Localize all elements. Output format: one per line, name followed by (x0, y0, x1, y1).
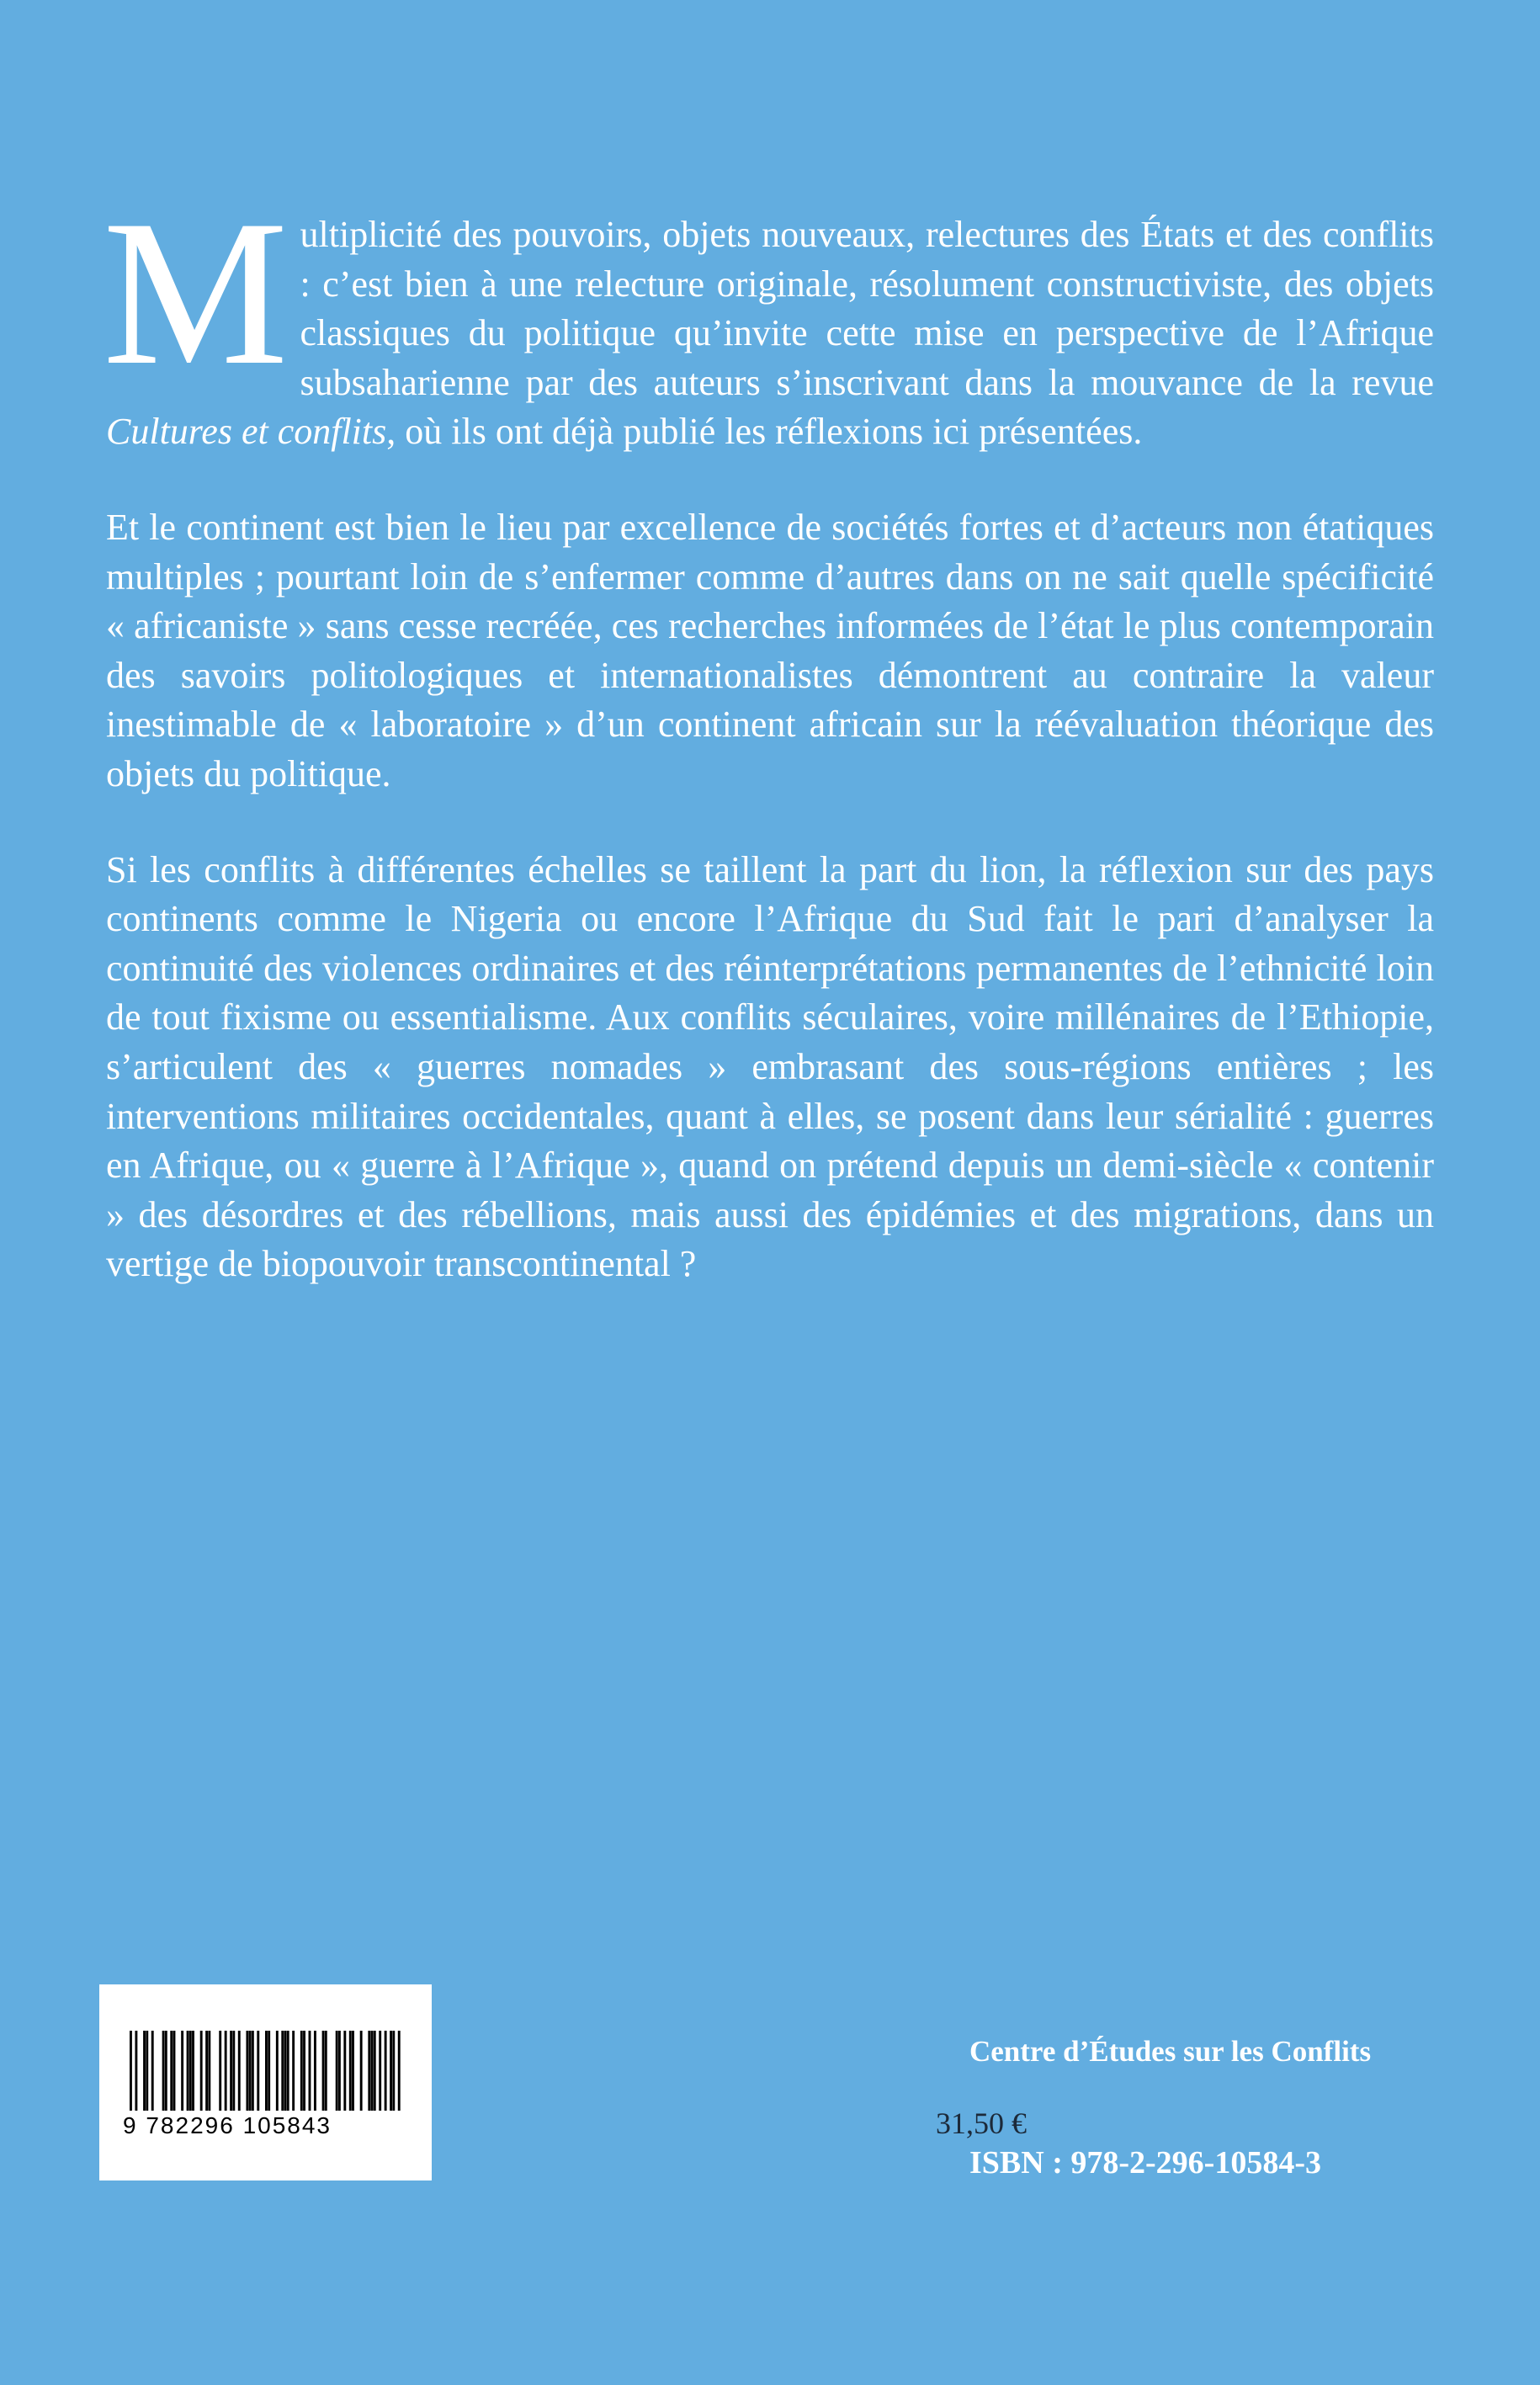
barcode-bar (338, 2031, 341, 2111)
barcode-bar (246, 2031, 248, 2111)
barcode-bar (151, 2031, 154, 2111)
barcode-bar (352, 2031, 354, 2111)
barcode-bar (284, 2031, 287, 2111)
barcode-bar (374, 2031, 376, 2111)
barcode-bar (371, 2031, 374, 2111)
barcode-bar (314, 2031, 316, 2111)
barcode-bar (309, 2031, 311, 2111)
barcode-bar (181, 2031, 183, 2111)
barcode-bar (252, 2031, 254, 2111)
barcode-box (99, 1984, 432, 2180)
barcode-bar (225, 2031, 227, 2111)
barcode-bar (325, 2031, 327, 2111)
barcode-bar (303, 2031, 305, 2111)
barcode-bar (268, 2031, 270, 2111)
barcode-bar (187, 2031, 189, 2111)
barcode-bar (173, 2031, 176, 2111)
barcode-bar (130, 2031, 132, 2111)
barcode-bar (192, 2031, 194, 2111)
blurb-paragraph-3: Si les conflits à différentes échelles se taillent la part du lion, la réflexion sur des pays continents comme le Nigeria ou encore l’Afrique du Sud fait le pari d’analyser la continuité des violences ordinaires et des réinterprétations permanentes de l’ethnicité loin de tout fixisme ou essentialisme. Aux conflits séculaires, voire millénaires de l’Ethiopie, s’articulent des « guerres nomades » embrasant des sous-régions entières ; les interventions militaires occidentales, quant à elles, se posent dans leur sérialité : guerres en Afrique, ou « guerre à l’Afrique », quand on prétend depuis un demi-siècle « contenir » des désordres et des rébellions, mais aussi des épidémies et des migrations, dans un vertige de biopouvoir transcontinental ? (106, 848, 1434, 1285)
paragraph-1-text: ultiplicité des pouvoirs, objets nouveaux, relectures des États et des conflits : c’est bien à une relecture originale, résolument constructiviste, des objets classiques du politique qu’invite cette mise en perspective de l’Afrique subsaharienne par des auteurs s’inscrivant dans la mouvance de la revue (300, 214, 1434, 403)
barcode-bar (238, 2031, 241, 2111)
barcode-bar (143, 2031, 146, 2111)
barcode-icon (130, 2031, 401, 2111)
blurb-paragraph-1 (103, 177, 1434, 457)
barcode-bar (349, 2031, 352, 2111)
barcode-bar (200, 2031, 203, 2111)
publisher-name: Centre d’Études sur les Conflits (969, 2035, 1372, 2068)
blurb-paragraph-2: Et le continent est bien le lieu par excellence de sociétés fortes et d’acteurs non étatiques multiples ; pourtant loin de s’enfermer comme d’autres dans on ne sait quelle spécificité « africaniste » sans cesse recréée, ces recherches informées de l’état le plus contemporain des savoirs politologiques et internationalistes démontrent au contraire la valeur inestimable de « laboratoire » d’un continent africain sur la réévaluation théorique des objets du politique. (106, 506, 1434, 794)
journal-title: Cultures et conflits (106, 411, 387, 453)
barcode-bar (276, 2031, 279, 2111)
barcode-bar (343, 2031, 346, 2111)
barcode-bar (230, 2031, 232, 2111)
barcode-bar (300, 2031, 303, 2111)
barcode-bar (189, 2031, 192, 2111)
barcode-bar (135, 2031, 137, 2111)
barcode-bar (208, 2031, 210, 2111)
barcode-bar (219, 2031, 221, 2111)
barcode-bar (265, 2031, 268, 2111)
price: 31,50 € (936, 2106, 1027, 2140)
barcode-bar (287, 2031, 289, 2111)
paragraph-1-text-end: , où ils ont déjà publié les réflexions ici présentées. (386, 411, 1143, 453)
barcode-bar (398, 2031, 401, 2111)
barcode-bar (322, 2031, 325, 2111)
barcode-bar (385, 2031, 387, 2111)
barcode-bar (232, 2031, 235, 2111)
barcode-bar (281, 2031, 284, 2111)
isbn: ISBN : 978-2-296-10584-3 (969, 2145, 1321, 2180)
barcode-bar (205, 2031, 208, 2111)
barcode-bar (336, 2031, 338, 2111)
barcode-bar (392, 2031, 395, 2111)
drop-cap: M (103, 177, 289, 408)
barcode-bar (368, 2031, 370, 2111)
barcode-digits: 9 782296 105843 (123, 2112, 332, 2138)
barcode-bar (292, 2031, 295, 2111)
barcode-bar (170, 2031, 173, 2111)
barcode-bar (379, 2031, 381, 2111)
barcode-bar (249, 2031, 252, 2111)
barcode-bar (257, 2031, 259, 2111)
barcode-bar (390, 2031, 392, 2111)
barcode-bar (162, 2031, 165, 2111)
barcode-bar (146, 2031, 148, 2111)
barcode-bar (360, 2031, 363, 2111)
barcode-bar (165, 2031, 167, 2111)
blurb-text (103, 177, 1434, 1336)
